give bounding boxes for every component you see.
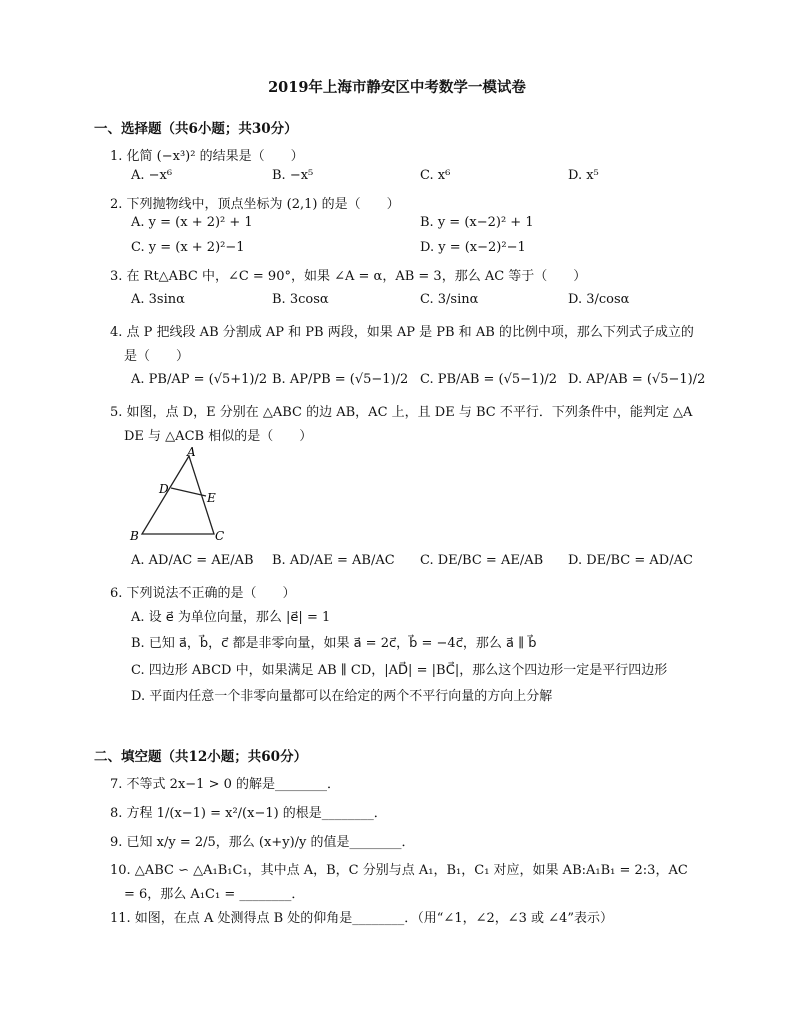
question-6-option-b[interactable]: B. 已知 a⃗，b⃗，c⃗ 都是非零向量，如果 a⃗ = 2c⃗，b⃗ = −4c⃗，那么 a⃗ ∥ b⃗ (131, 636, 537, 651)
question-4-option-b[interactable]: B. AP/PB = (√5−1)/2 (272, 372, 409, 387)
question-1-option-b[interactable]: B. −x⁵ (272, 168, 314, 183)
question-11: 11. 如图，在点 A 处测得点 B 处的仰角是________．（用“∠1，∠2，∠3 或 ∠4”表示） (110, 911, 613, 926)
question-5-option-b[interactable]: B. AD/AE = AB/AC (272, 553, 395, 568)
question-3-option-d[interactable]: D. 3/cosα (568, 292, 630, 307)
label-e: E (207, 491, 216, 505)
question-4-option-d[interactable]: D. AP/AB = (√5−1)/2 (568, 372, 706, 387)
question-5-stem-line2: DE 与 △ACB 相似的是（ ） (124, 429, 313, 444)
question-5-option-a[interactable]: A. AD/AC = AE/AB (131, 553, 254, 568)
question-4-option-a[interactable]: A. PB/AP = (√5+1)/2 (131, 372, 268, 387)
triangle-figure (124, 444, 234, 544)
question-3-stem: 3. 在 Rt△ABC 中，∠C = 90°，如果 ∠A = α，AB = 3，那么 AC 等于（ ） (110, 269, 587, 284)
question-4-stem-line1: 4. 点 P 把线段 AB 分割成 AP 和 PB 两段，如果 AP 是 PB 和 AB 的比例中项，那么下列式子成立的 (110, 325, 694, 340)
question-5-option-c[interactable]: C. DE/BC = AE/AB (420, 553, 544, 568)
label-c: C (215, 529, 225, 543)
question-10-line2: = 6，那么 A₁C₁ = ________． (124, 887, 305, 902)
label-d: D (159, 482, 169, 496)
question-4-option-c[interactable]: C. PB/AB = (√5−1)/2 (420, 372, 558, 387)
question-3-option-b[interactable]: B. 3cosα (272, 292, 329, 307)
question-5-option-d[interactable]: D. DE/BC = AD/AC (568, 553, 693, 568)
question-3-option-a[interactable]: A. 3sinα (131, 292, 185, 307)
question-6-option-d[interactable]: D. 平面内任意一个非零向量都可以在给定的两个不平行向量的方向上分解 (131, 689, 553, 704)
question-6-option-a[interactable]: A. 设 e⃗ 为单位向量，那么 |e⃗| = 1 (131, 610, 331, 625)
question-2-option-b[interactable]: B. y = (x−2)² + 1 (420, 215, 534, 230)
section-2-heading: 二、填空题（共12小题；共60分） (94, 749, 308, 765)
question-2-option-d[interactable]: D. y = (x−2)²−1 (420, 240, 526, 255)
question-8: 8. 方程 1/(x−1) = x²/(x−1) 的根是________． (110, 806, 387, 821)
question-1-stem: 1. 化简 (−x³)² 的结果是（ ） (110, 149, 304, 164)
question-1-option-d[interactable]: D. x⁵ (568, 168, 599, 183)
question-1-option-c[interactable]: C. x⁶ (420, 168, 451, 183)
label-b: B (130, 529, 139, 543)
question-2-option-c[interactable]: C. y = (x + 2)²−1 (131, 240, 245, 255)
question-2-stem: 2. 下列抛物线中，顶点坐标为 (2,1) 的是（ ） (110, 197, 400, 212)
question-10-line1: 10. △ABC ∽ △A₁B₁C₁，其中点 A，B，C 分别与点 A₁，B₁，C₁ 对应，如果 AB:A₁B₁ = 2:3，AC (110, 863, 688, 878)
question-1-option-a[interactable]: A. −x⁶ (131, 168, 173, 183)
question-6-option-c[interactable]: C. 四边形 ABCD 中，如果满足 AB ∥ CD，|AD⃗| = |BC⃗|，那么这个四边形一定是平行四边形 (131, 663, 668, 678)
question-2-option-a[interactable]: A. y = (x + 2)² + 1 (131, 215, 253, 230)
question-5-stem-line1: 5. 如图，点 D，E 分别在 △ABC 的边 AB，AC 上，且 DE 与 BC 不平行．下列条件中，能判定 △A (110, 405, 693, 420)
label-a: A (187, 445, 196, 459)
question-3-option-c[interactable]: C. 3/sinα (420, 292, 479, 307)
page-title: 2019年上海市静安区中考数学一模试卷 (268, 79, 526, 96)
question-4-stem-line2: 是（ ） (124, 349, 190, 364)
question-7: 7. 不等式 2x−1 > 0 的解是________． (110, 777, 340, 792)
section-1-heading: 一、选择题（共6小题；共30分） (94, 121, 298, 137)
question-9: 9. 已知 x/y = 2/5，那么 (x+y)/y 的值是________． (110, 835, 415, 850)
question-6-stem: 6. 下列说法不正确的是（ ） (110, 586, 296, 601)
